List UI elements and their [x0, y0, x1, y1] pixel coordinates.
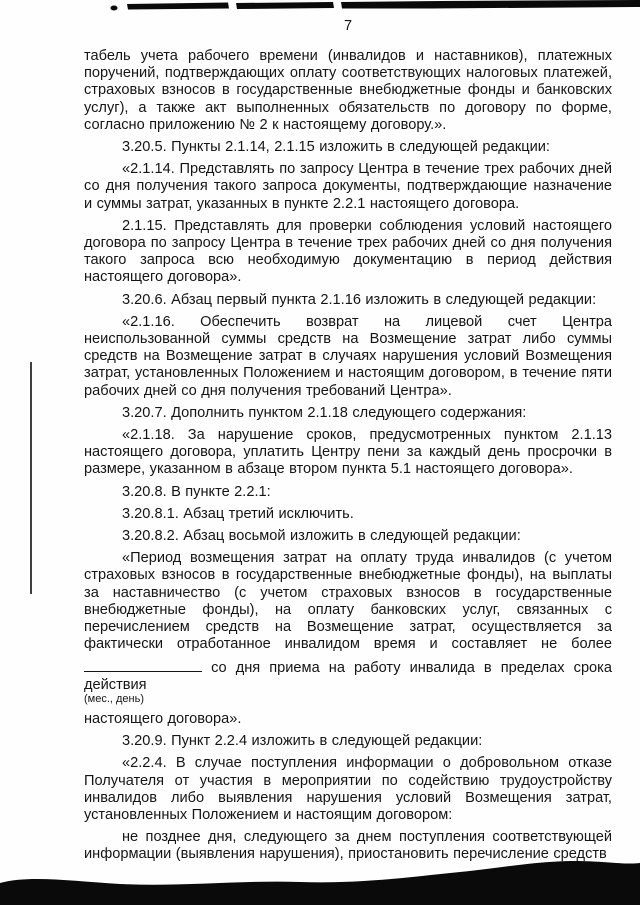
clause-3-20-9: 3.20.9. Пункт 2.2.4 изложить в следующей редакции: [122, 733, 483, 750]
fill-in-blank [84, 659, 202, 672]
fill-in-blank-line [84, 659, 612, 694]
clause-2-1-15: 2.1.15. Представлять для проверки соблюдения условий настоящего договора по запросу Центра в течение трех рабочих дней со дня получения такого запроса всю необходимую документацию в период действия настоящего договора». [84, 217, 612, 286]
paragraph-continuation: табель учета рабочего времени (инвалидов и наставников), платежных поручений, подтверждающих оплату соответствующих налоговых платежей, страховых взносов в государственные внебюджетные фонды и банковских услуг), а также акт выполненных обязательств по договору по форме, согласно приложению № 2 к настоящему договору.». [84, 48, 612, 133]
scan-artifact-left-line [30, 362, 32, 594]
clause-3-20-8: 3.20.8. В пункте 2.2.1: [122, 483, 271, 500]
clause-3-20-8-2: 3.20.8.2. Абзац восьмой изложить в следующей редакции: [122, 528, 521, 545]
paragraph-ne-pozdnee: не позднее дня, следующего за днем поступления соответствующей информации (выявления нарушения), приостановить перечисление средств [84, 829, 612, 863]
page-number: 7 [343, 18, 353, 34]
scan-artifact-top [0, 0, 640, 20]
blank-unit-label: (мес., день) [84, 692, 145, 705]
clause-2-1-14: «2.1.14. Представлять по запросу Центра в течение трех рабочих дней со дня получения такого запроса документы, подтверждающие назначение и суммы затрат, указанных в пункте 2.2.1 настоящего договора. [84, 161, 612, 212]
clause-2-1-18: «2.1.18. За нарушение сроков, предусмотренных пунктом 2.1.13 настоящего договора, уплатить Центру пени за каждый день просрочки в размере, указанном в абзаце втором пункта 5.1 настоящего договора». [84, 427, 612, 478]
clause-2-2-4: «2.2.4. В случае поступления информации о добровольном отказе Получателя от участия в мероприятии по содействию трудоустройству инвалидов либо выявления нарушения условий Возмещения затрат, установленных Положением и настоящим договором: [84, 755, 612, 823]
document-body [84, 18, 612, 869]
clause-3-20-7: 3.20.7. Дополнить пунктом 2.1.18 следующего содержания: [122, 404, 527, 421]
scan-artifact-bottom [0, 857, 640, 905]
paragraph-period-vozmeshcheniya: «Период возмещения затрат на оплату труда инвалидов (с учетом страховых взносов в государственные внебюджетные фонды), на выплаты за наставничество (с учетом страховых взносов в государственные внебюджетные фонды), на оплату банковских услуг, связанных с перечислением средств на Возмещение затрат, осуществляется за фактически отработанное инвалидом время и составляет не более [84, 550, 612, 653]
clause-3-20-6: 3.20.6. Абзац первый пункта 2.1.16 изложить в следующей редакции: [122, 291, 597, 308]
blank-suffix-text: со дня приема на работу инвалида в пределах срока действия [84, 659, 612, 693]
paragraph-dogovora-end: настоящего договора». [84, 710, 242, 727]
clause-3-20-5: 3.20.5. Пункты 2.1.14, 2.1.15 изложить в следующей редакции: [122, 139, 550, 156]
clause-2-1-16: «2.1.16. Обеспечить возврат на лицевой счет Центра неиспользованной суммы средств на Возмещение затрат либо суммы средств на Возмещение затрат в случаях нарушения условий Возмещения затрат, установленных Положением и настоящим договором, в течение пяти рабочих дней со дня получения требований Центра». [84, 313, 612, 399]
clause-3-20-8-1: 3.20.8.1. Абзац третий исключить. [122, 505, 354, 522]
